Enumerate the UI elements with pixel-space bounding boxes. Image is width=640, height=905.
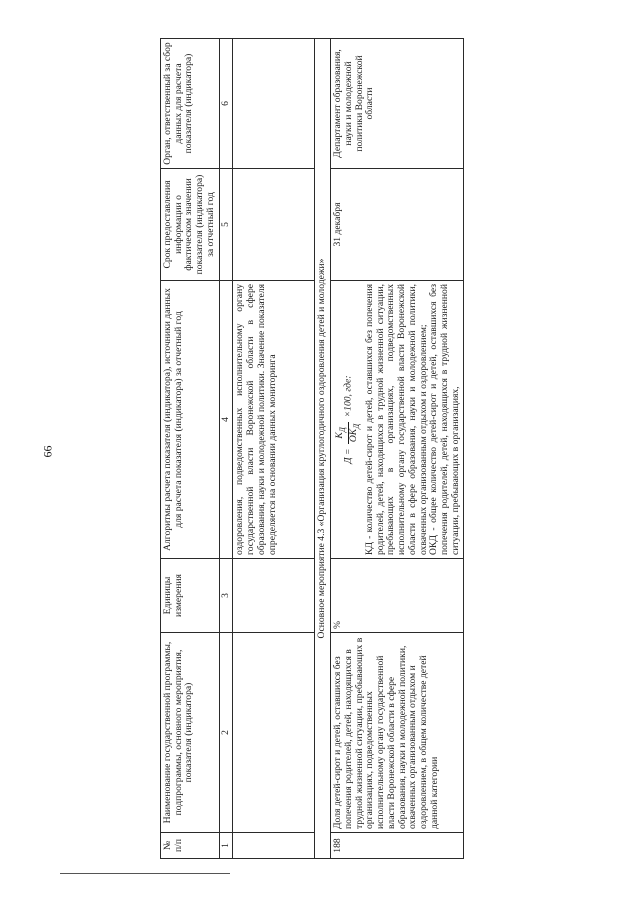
definition-ok: ОКД - общее количество детей-сирот и детей, оставшихся без попечения родителей, детей, находящихся в трудной жизненной ситуации, пребывающих в организациях, <box>428 284 461 555</box>
row-number: 188 <box>331 833 464 859</box>
header-row <box>161 39 220 859</box>
footer-rule <box>60 873 230 874</box>
column-number-row <box>219 39 233 859</box>
header-algorithm: Алгоритмы расчета показателя (индикатора), источники данных для расчета показателя (индикатора) за отчетный год <box>161 281 220 559</box>
section-title: Основное мероприятие 4.3 «Организация круглогодичного оздоровления детей и молодежи» <box>315 39 331 859</box>
indicator-table <box>160 38 464 859</box>
unit-cell: % <box>331 559 464 633</box>
formula-rhs: ×100, где: <box>342 375 354 418</box>
header-name: Наименование государственной программы, подпрограммы, основного мероприятия, показателя (индикатора) <box>161 633 220 833</box>
table-row <box>331 39 464 859</box>
definition-k: КД - количество детей-сирот и детей, оставшихся без попечения родителей, детей, находящихся в трудной жизненной ситуации, пребывающих в организациях, подведомственных исполнительному органу государственной власти Воронежской области в сфере образования, науки и молодежной политики, охваченных организованным отдыхом и оздоровлением; <box>363 284 429 555</box>
section-row <box>315 39 331 859</box>
column-number: 5 <box>219 169 233 281</box>
header-deadline: Срок предоставления информации о фактическом значении показателя (индикатора) за отчетный год <box>161 169 220 281</box>
rotated-table-sheet <box>160 39 480 859</box>
indicator-name: Доля детей-сирот и детей, оставшихся без попечения родителей, детей, находящихся в трудной жизненной ситуации, пребывающих в организациях, подведомственных исполнительному органу государственной власти Воронежской области в сфере образования, науки и молодежной политики, охваченных организованным отдыхом и оздоровлением, в общем количестве детей данной категории <box>331 633 464 833</box>
header-unit: Единицы измерения <box>161 559 220 633</box>
formula-lhs: Д = <box>342 448 354 464</box>
formula-denominator-sub: Д <box>351 423 361 429</box>
header-responsible: Орган, ответственный за сбор данных для расчета показателя (индикатора) <box>161 39 220 169</box>
formula-numerator: К <box>334 432 346 439</box>
deadline-cell: 31 декабря <box>331 169 464 281</box>
column-number: 2 <box>219 633 233 833</box>
page-number: 66 <box>40 445 55 458</box>
responsible-cell: Департамент образования, науки и молодежной политики Воронежской области <box>331 39 464 169</box>
carry-over-row <box>233 39 315 859</box>
column-number: 6 <box>219 39 233 169</box>
column-number: 4 <box>219 281 233 559</box>
header-number: № п/п <box>161 833 220 859</box>
column-number: 3 <box>219 559 233 633</box>
formula <box>335 284 362 555</box>
algorithm-cell <box>331 281 464 559</box>
formula-numerator-sub: Д <box>338 427 348 433</box>
formula-fraction <box>335 422 362 444</box>
carry-over-algorithm: оздоровления, подведомственных исполнительному органу государственной власти Воронежской области в сфере образования, науки и молодежной политики. Значение показателя определяется на основании данных мониторинга <box>233 281 315 559</box>
column-number: 1 <box>219 833 233 859</box>
formula-denominator: ОК <box>348 428 359 443</box>
